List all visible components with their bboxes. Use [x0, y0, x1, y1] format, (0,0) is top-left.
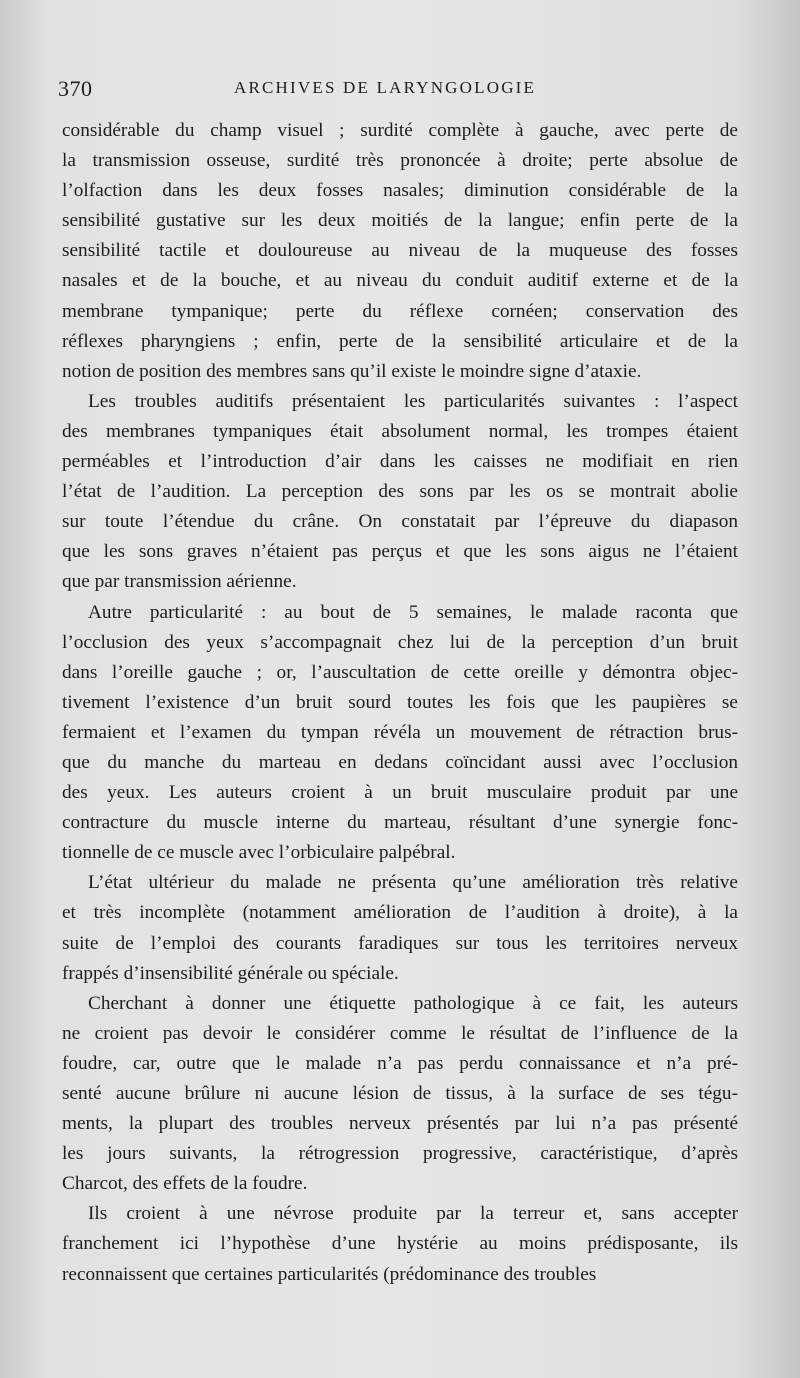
text-line: nasales et de la bouche, et au niveau du conduit auditif externe et de la: [62, 270, 738, 292]
text-line: franchement ici l’hypothèse d’une hystérie au moins prédisposante, ils: [62, 1233, 738, 1255]
paragraph: [62, 116, 738, 387]
text-line: sensibilité tactile et douloureuse au niveau de la muqueuse des fosses: [62, 240, 738, 262]
text-line: fermaient et l’examen du tympan révéla un mouvement de rétraction brus-: [62, 721, 738, 743]
text-line: des yeux. Les auteurs croient à un bruit musculaire produit par une: [62, 782, 738, 804]
running-title: ARCHIVES DE LARYNGOLOGIE: [234, 78, 537, 97]
text-line: notion de position des membres sans qu’il existe le moindre signe d’ataxie.: [62, 360, 642, 382]
text-line: tivement l’existence d’un bruit sourd toutes les fois que les paupières se: [62, 691, 738, 713]
paragraph: [62, 989, 738, 1200]
text-line: et très incomplète (notamment amélioration de l’audition à droite), à la: [62, 902, 738, 924]
text-line: contracture du muscle interne du marteau, résultant d’une synergie fonc-: [62, 812, 738, 834]
text-line: Les troubles auditifs présentaient les particularités suivantes : l’aspect: [88, 390, 738, 412]
text-line: sensibilité gustative sur les deux moitiés de la langue; enfin perte de la: [62, 210, 738, 232]
page-header: [58, 76, 748, 104]
text-line: suite de l’emploi des courants faradiques sur tous les territoires nerveux: [62, 932, 738, 954]
text-line: L’état ultérieur du malade ne présenta qu’une amélioration très relative: [88, 872, 738, 894]
text-line: Charcot, des effets de la foudre.: [62, 1173, 308, 1195]
text-line: l’olfaction dans les deux fosses nasales; diminution considérable de la: [62, 180, 738, 202]
text-line: Cherchant à donner une étiquette pathologique à ce fait, les auteurs: [88, 992, 738, 1014]
paragraph: [62, 868, 738, 988]
text-line: dans l’oreille gauche ; or, l’auscultation de cette oreille y démontra objec-: [62, 661, 738, 683]
text-line: senté aucune brûlure ni aucune lésion de tissus, à la surface de ses tégu-: [62, 1083, 738, 1104]
text-line: frappés d’insensibilité générale ou spéciale.: [62, 962, 399, 984]
text-line: Ils croient à une névrose produite par la terreur et, sans accepter: [88, 1203, 738, 1225]
text-line: que du manche du marteau en dedans coïncidant aussi avec l’occlusion: [62, 751, 738, 773]
paragraph: [62, 387, 738, 598]
text-line: la transmission osseuse, surdité très prononcée à droite; perte absolue de: [62, 150, 738, 172]
text-line: membrane tympanique; perte du réflexe cornéen; conservation des: [62, 300, 738, 322]
text-line: ments, la plupart des troubles nerveux présentés par lui n’a pas présenté: [62, 1113, 738, 1135]
text-line: des membranes tympaniques était absolument normal, les trompes étaient: [62, 420, 738, 442]
text-line: foudre, car, outre que le malade n’a pas perdu connaissance et n’a pré-: [62, 1052, 738, 1074]
text-line: les jours suivants, la rétrogression progressive, caractéristique, d’après: [62, 1143, 738, 1165]
text-line: réflexes pharyngiens ; enfin, perte de la sensibilité articulaire et de la: [62, 330, 738, 352]
body-text: [62, 116, 738, 1290]
text-line: que par transmission aérienne.: [62, 571, 297, 593]
text-line: tionnelle de ce muscle avec l’orbiculaire palpébral.: [62, 842, 456, 864]
text-line: perméables et l’introduction d’air dans les caisses ne modifiait en rien: [62, 451, 738, 473]
text-line: reconnaissent que certaines particularités (prédominance des troubles: [62, 1263, 597, 1285]
text-line: que les sons graves n’étaient pas perçus et que les sons aigus ne l’étaient: [62, 541, 738, 563]
page-number: 370: [58, 76, 93, 101]
paragraph: [62, 598, 738, 869]
text-line: l’occlusion des yeux s’accompagnait chez lui de la perception d’un bruit: [62, 631, 738, 653]
paragraph: [62, 1199, 738, 1289]
text-line: sur toute l’étendue du crâne. On constatait par l’épreuve du diapason: [62, 511, 738, 533]
text-line: l’état de l’audition. La perception des sons par les os se montrait abolie: [62, 481, 738, 503]
text-line: ne croient pas devoir le considérer comme le résultat de l’influence de la: [62, 1022, 738, 1044]
text-line: considérable du champ visuel ; surdité complète à gauche, avec perte de: [62, 120, 738, 141]
text-line: Autre particularité : au bout de 5 semaines, le malade raconta que: [88, 601, 738, 623]
